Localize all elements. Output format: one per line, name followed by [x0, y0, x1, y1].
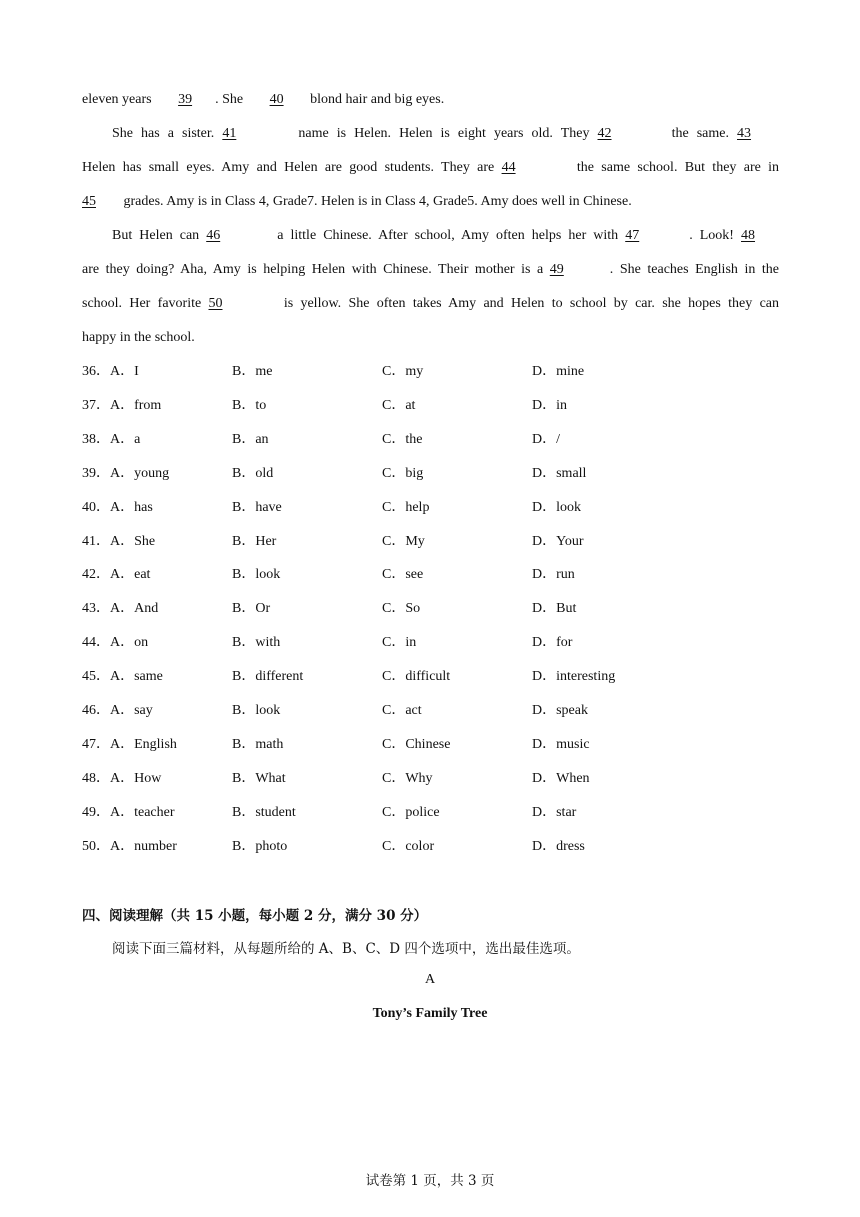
option-a: 50．A．number — [82, 838, 177, 854]
option-d: D．mine — [532, 364, 585, 379]
option-d: D．dress — [532, 838, 585, 854]
blank-47: 47 — [625, 228, 640, 243]
blank-46: 46 — [206, 228, 221, 243]
question-row — [82, 769, 779, 789]
question-row — [82, 362, 779, 382]
option-c: C．at — [382, 397, 416, 413]
passage-line-1: eleven years 39 . She 40 blond hair and big eyes. — [82, 90, 779, 110]
option-d: D．for — [532, 635, 573, 651]
option-d: D．Your — [532, 533, 584, 549]
blank-43: 43 — [737, 126, 752, 141]
option-d: D．star — [532, 804, 577, 820]
option-c: C．Why — [382, 770, 433, 786]
blank-50: 50 — [208, 296, 223, 311]
option-c: C．big — [382, 465, 424, 481]
option-b: B．to — [232, 397, 267, 413]
option-d: D．/ — [532, 431, 560, 447]
option-c: C．help — [382, 499, 430, 515]
question-row — [82, 464, 779, 484]
option-d: D．When — [532, 770, 590, 786]
option-c: C．My — [382, 533, 425, 549]
passage-line-3: Helen has small eyes. Amy and Helen are good students. They are 44 the same school. But they are in — [82, 158, 779, 178]
option-c: C．Chinese — [382, 736, 451, 752]
option-a: 48．A．How — [82, 770, 162, 786]
option-a: 43．A．And — [82, 601, 159, 617]
question-row — [82, 701, 779, 721]
option-a: 38．A．a — [82, 431, 141, 447]
option-a: 42．A．eat — [82, 567, 151, 583]
option-b: B．have — [232, 499, 282, 515]
option-d: D．in — [532, 397, 567, 413]
option-b: B．math — [232, 736, 284, 752]
blank-39: 39 — [178, 92, 193, 107]
question-row — [82, 396, 779, 416]
option-a: 49．A．teacher — [82, 804, 175, 820]
passage-line-7: school. Her favorite 50 is yellow. She often takes Amy and Helen to school by car. she hopes they can — [82, 294, 779, 314]
option-a: 45．A．same — [82, 669, 163, 685]
option-d: D．look — [532, 499, 581, 515]
question-row — [82, 565, 779, 585]
option-b: B．different — [232, 669, 304, 685]
blank-42: 42 — [597, 126, 612, 141]
option-b: B．What — [232, 770, 286, 786]
question-row — [82, 803, 779, 823]
option-c: C．police — [382, 804, 440, 820]
blank-45: 45 — [82, 194, 96, 209]
option-d: D．run — [532, 567, 575, 583]
question-row — [82, 430, 779, 450]
passage-letter: A — [424, 972, 436, 987]
option-c: C．difficult — [382, 669, 451, 685]
question-row — [82, 735, 779, 755]
option-c: C．color — [382, 838, 435, 854]
passage-line-5: But Helen can 46 a little Chinese. After school, Amy often helps her with 47 . Look! 48 — [112, 226, 779, 246]
passage-line-6: are they doing? Aha, Amy is helping Helen with Chinese. Their mother is a 49 . She teaches English in the — [82, 260, 779, 280]
blank-41: 41 — [222, 126, 237, 141]
option-b: B．look — [232, 567, 281, 583]
option-c: C．act — [382, 703, 422, 718]
instruction-text: 阅读下面三篇材料，从每题所给的 A、B、C、D 四个选项中，选出最佳选项。 — [112, 941, 580, 957]
question-row — [82, 837, 779, 857]
option-d: D．speak — [532, 703, 588, 718]
option-b: B．Her — [232, 533, 277, 549]
question-row — [82, 667, 779, 687]
option-a: 47．A．English — [82, 736, 177, 752]
option-c: C．see — [382, 567, 424, 583]
page-footer: 试卷第 1 页，共 3 页 — [365, 1173, 495, 1189]
option-b: B．me — [232, 364, 273, 379]
option-b: B．look — [232, 703, 281, 718]
option-a: 40．A．has — [82, 499, 153, 515]
blank-49: 49 — [549, 262, 564, 277]
section-title: 四、阅读理解（共 15 小题，每小题 2 分，满分 30 分） — [82, 908, 428, 924]
question-row — [82, 633, 779, 653]
option-d: D．music — [532, 736, 590, 752]
option-a: 44．A．on — [82, 635, 149, 651]
passage-line-8: happy in the school. — [82, 330, 195, 345]
option-b: B．with — [232, 635, 281, 651]
option-d: D．small — [532, 465, 587, 481]
passage-line-2: She has a sister. 41 name is Helen. Helen is eight years old. They 42 the same. 43 — [112, 124, 779, 144]
option-a: 46．A．say — [82, 703, 153, 718]
option-b: B．an — [232, 431, 269, 447]
option-c: C．the — [382, 431, 423, 447]
question-row — [82, 498, 779, 518]
option-b: B．photo — [232, 838, 288, 854]
option-a: 39．A．young — [82, 465, 170, 481]
option-d: D．interesting — [532, 669, 616, 685]
passage-title: Tony’s Family Tree — [372, 1006, 488, 1021]
option-d: D．But — [532, 601, 577, 617]
blank-44: 44 — [501, 160, 516, 175]
option-b: B．student — [232, 804, 296, 820]
option-a: 41．A．She — [82, 533, 156, 549]
question-row — [82, 599, 779, 619]
option-c: C．in — [382, 635, 417, 651]
option-b: B．old — [232, 465, 274, 481]
passage-line-4: 45 grades. Amy is in Class 4, Grade7. Helen is in Class 4, Grade5. Amy does well in Chinese. — [82, 192, 779, 212]
option-b: B．Or — [232, 601, 271, 617]
option-c: C．my — [382, 364, 424, 379]
option-a: 37．A．from — [82, 397, 162, 413]
blank-40: 40 — [269, 92, 284, 107]
option-a: 36．A．I — [82, 364, 139, 379]
option-c: C．So — [382, 601, 421, 617]
blank-48: 48 — [741, 228, 756, 243]
question-row — [82, 532, 779, 552]
